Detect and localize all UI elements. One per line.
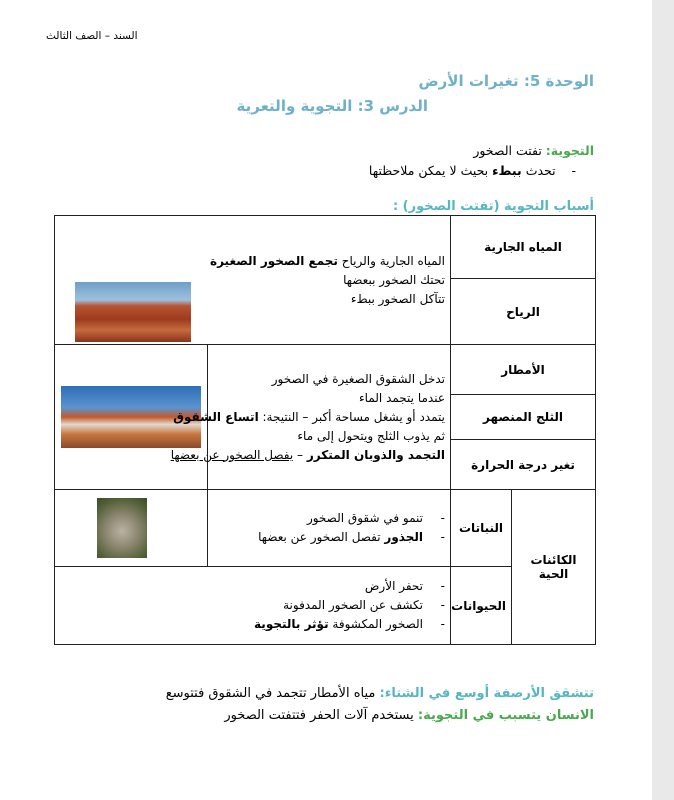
cell-running-water: المياه الجارية — [451, 216, 596, 279]
cell-temperature-change: تغير درجة الحرارة — [451, 440, 596, 490]
bullet-dash: - — [571, 163, 576, 178]
definition-term: التجوية: — [545, 143, 594, 158]
unit-title: الوحدة 5: تغيرات الأرض — [418, 72, 594, 90]
weathering-causes-table — [54, 215, 596, 645]
footer-line-2: الانسان يتسبب في التجوية: يستخدم آلات الحفر فتتفتت الصخور — [224, 708, 594, 723]
cell-rain: الأمطار — [451, 345, 596, 395]
lesson-title: الدرس 3: التجوية والتعرية — [236, 97, 428, 115]
cell-plant-photo — [55, 490, 208, 567]
footer-line-1: تتشقق الأرصفة أوسع في الشتاء: مياه الأمطار تتجمد في الشقوق فتتوسع — [165, 686, 594, 701]
definition-line — [473, 143, 594, 158]
cell-animals-text: -تحفر الأرض -تكشف عن الصخور المدفونة -الصخور المكشوفة تؤثر بالتجوية — [55, 567, 451, 645]
slow-emphasis: ببطء — [492, 163, 522, 178]
definition-text: تفتت الصخور — [473, 143, 546, 158]
page-edge — [652, 0, 674, 800]
causes-title: أسباب التجوية (تفتت الصخور) : — [392, 199, 594, 214]
rock-with-plants-photo — [97, 498, 147, 558]
cell-plants-text: -تنمو في شقوق الصخور -الجذور تفصل الصخور عن بعضها — [208, 490, 451, 567]
definition-bullet: - تحدث ببطء بحيث لا يمكن ملاحظتها — [368, 163, 576, 178]
cell-rain-snow-text: تدخل الشقوق الصغيرة في الصخور عندما يتجمد الماء يتمدد أو يشغل مساحة أكبر – النتيجة: اتساع الشقوق ثم يذوب الثلج ويتحول إلى ماء التجمد والذوبان المتكرر – يفصل الصخور عن بعضها — [208, 345, 451, 490]
cell-plants: النباتات — [451, 490, 512, 567]
cell-water-wind-text: المياه الجارية والرياح تجمع الصخور الصغيرة تحتك الصخور ببعضها تتآكل الصخور ببطء — [55, 216, 451, 345]
red-rock-arch-photo — [75, 282, 191, 342]
cell-wind: الرياح — [451, 279, 596, 345]
page-header: السند – الصف الثالث — [46, 30, 138, 42]
cell-animals: الحيوانات — [451, 567, 512, 645]
red-rock-arch-photo-wrap — [75, 282, 191, 342]
cell-living-things: الكائنات الحية — [512, 490, 596, 645]
cell-melting-snow: الثلج المنصهر — [451, 395, 596, 440]
